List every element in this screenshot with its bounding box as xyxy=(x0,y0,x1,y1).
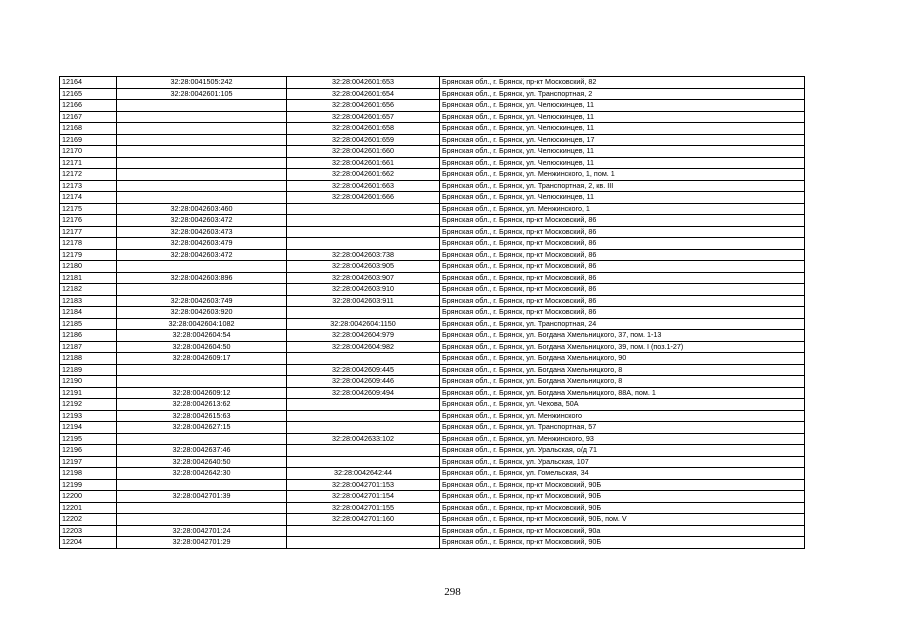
object-cadastral-number-cell: 32:28:0042701:153 xyxy=(287,479,440,491)
address-cell: Брянская обл., г. Брянск, ул. Челюскинцев, 11 xyxy=(440,192,805,204)
table-row xyxy=(60,410,805,422)
object-cadastral-number-cell: 32:28:0042604:979 xyxy=(287,330,440,342)
address-cell: Брянская обл., г. Брянск, пр-кт Московский, 86 xyxy=(440,215,805,227)
cadastral-number-cell xyxy=(117,157,287,169)
object-cadastral-number-cell: 32:28:0042603:911 xyxy=(287,295,440,307)
address-cell: Брянская обл., г. Брянск, ул. Менжинского xyxy=(440,410,805,422)
cadastral-number-cell: 32:28:0042603:460 xyxy=(117,203,287,215)
object-cadastral-number-cell: 32:28:0042601:660 xyxy=(287,146,440,158)
table-row xyxy=(60,123,805,135)
row-number-cell: 12166 xyxy=(60,100,117,112)
row-number-cell: 12172 xyxy=(60,169,117,181)
address-cell: Брянская обл., г. Брянск, пр-кт Московский, 90Б xyxy=(440,479,805,491)
address-cell: Брянская обл., г. Брянск, ул. Челюскинцев, 17 xyxy=(440,134,805,146)
cadastral-number-cell: 32:28:0042642:30 xyxy=(117,468,287,480)
address-cell: Брянская обл., г. Брянск, ул. Транспортная, 57 xyxy=(440,422,805,434)
object-cadastral-number-cell: 32:28:0042601:661 xyxy=(287,157,440,169)
cadastral-number-cell xyxy=(117,364,287,376)
row-number-cell: 12192 xyxy=(60,399,117,411)
cadastral-number-cell xyxy=(117,111,287,123)
object-cadastral-number-cell: 32:28:0042603:905 xyxy=(287,261,440,273)
address-cell: Брянская обл., г. Брянск, ул. Транспортная, 2, кв. III xyxy=(440,180,805,192)
cadastral-number-cell xyxy=(117,433,287,445)
row-number-cell: 12188 xyxy=(60,353,117,365)
object-cadastral-number-cell xyxy=(287,445,440,457)
cadastral-number-cell: 32:28:0042601:105 xyxy=(117,88,287,100)
cadastral-number-cell xyxy=(117,146,287,158)
cadastral-number-cell: 32:28:0042637:46 xyxy=(117,445,287,457)
table-row xyxy=(60,238,805,250)
object-cadastral-number-cell xyxy=(287,226,440,238)
table-row xyxy=(60,330,805,342)
cadastral-number-cell xyxy=(117,169,287,181)
address-cell: Брянская обл., г. Брянск, ул. Гомельская, 34 xyxy=(440,468,805,480)
object-cadastral-number-cell: 32:28:0042701:154 xyxy=(287,491,440,503)
address-cell: Брянская обл., г. Брянск, ул. Богдана Хмельницкого, 90 xyxy=(440,353,805,365)
table-row xyxy=(60,100,805,112)
object-cadastral-number-cell xyxy=(287,410,440,422)
row-number-cell: 12199 xyxy=(60,479,117,491)
row-number-cell: 12187 xyxy=(60,341,117,353)
cadastral-number-cell: 32:28:0042604:50 xyxy=(117,341,287,353)
row-number-cell: 12179 xyxy=(60,249,117,261)
cadastral-number-cell: 32:28:0042609:12 xyxy=(117,387,287,399)
table-row xyxy=(60,307,805,319)
table-row xyxy=(60,387,805,399)
row-number-cell: 12177 xyxy=(60,226,117,238)
address-cell: Брянская обл., г. Брянск, пр-кт Московский, 86 xyxy=(440,307,805,319)
address-cell: Брянская обл., г. Брянск, ул. Челюскинцев, 11 xyxy=(440,111,805,123)
cadastral-number-cell: 32:28:0042603:920 xyxy=(117,307,287,319)
object-cadastral-number-cell: 32:28:0042603:910 xyxy=(287,284,440,296)
object-cadastral-number-cell xyxy=(287,307,440,319)
address-cell: Брянская обл., г. Брянск, ул. Менжинского, 1, пом. 1 xyxy=(440,169,805,181)
table-row xyxy=(60,491,805,503)
table-row xyxy=(60,514,805,526)
object-cadastral-number-cell: 32:28:0042601:654 xyxy=(287,88,440,100)
object-cadastral-number-cell: 32:28:0042601:656 xyxy=(287,100,440,112)
row-number-cell: 12200 xyxy=(60,491,117,503)
address-cell: Брянская обл., г. Брянск, ул. Богдана Хмельницкого, 8 xyxy=(440,364,805,376)
row-number-cell: 12164 xyxy=(60,77,117,89)
row-number-cell: 12173 xyxy=(60,180,117,192)
table-row xyxy=(60,318,805,330)
address-cell: Брянская обл., г. Брянск, ул. Челюскинцев, 11 xyxy=(440,123,805,135)
table-row xyxy=(60,341,805,353)
object-cadastral-number-cell: 32:28:0042603:907 xyxy=(287,272,440,284)
registry-table-body xyxy=(60,77,805,549)
cadastral-number-cell xyxy=(117,180,287,192)
row-number-cell: 12171 xyxy=(60,157,117,169)
object-cadastral-number-cell: 32:28:0042601:663 xyxy=(287,180,440,192)
address-cell: Брянская обл., г. Брянск, ул. Богдана Хмельницкого, 39, пом. I (поз.1-27) xyxy=(440,341,805,353)
address-cell: Брянская обл., г. Брянск, пр-кт Московский, 86 xyxy=(440,226,805,238)
table-row xyxy=(60,272,805,284)
address-cell: Брянская обл., г. Брянск, пр-кт Московский, 90а xyxy=(440,525,805,537)
table-row xyxy=(60,284,805,296)
address-cell: Брянская обл., г. Брянск, ул. Транспортная, 2 xyxy=(440,88,805,100)
table-row xyxy=(60,295,805,307)
cadastral-number-cell: 32:28:0042615:63 xyxy=(117,410,287,422)
table-row xyxy=(60,226,805,238)
table-row xyxy=(60,261,805,273)
object-cadastral-number-cell xyxy=(287,353,440,365)
registry-table xyxy=(59,76,805,549)
address-cell: Брянская обл., г. Брянск, ул. Менжинского, 1 xyxy=(440,203,805,215)
row-number-cell: 12168 xyxy=(60,123,117,135)
object-cadastral-number-cell: 32:28:0042601:662 xyxy=(287,169,440,181)
cadastral-number-cell xyxy=(117,284,287,296)
object-cadastral-number-cell: 32:28:0042601:653 xyxy=(287,77,440,89)
table-row xyxy=(60,111,805,123)
cadastral-number-cell: 32:28:0042609:17 xyxy=(117,353,287,365)
address-cell: Брянская обл., г. Брянск, пр-кт Московский, 86 xyxy=(440,249,805,261)
cadastral-number-cell: 32:28:0042640:50 xyxy=(117,456,287,468)
cadastral-number-cell xyxy=(117,123,287,135)
object-cadastral-number-cell: 32:28:0042601:657 xyxy=(287,111,440,123)
table-row xyxy=(60,192,805,204)
address-cell: Брянская обл., г. Брянск, ул. Уральская, о/д 71 xyxy=(440,445,805,457)
row-number-cell: 12186 xyxy=(60,330,117,342)
row-number-cell: 12184 xyxy=(60,307,117,319)
row-number-cell: 12175 xyxy=(60,203,117,215)
address-cell: Брянская обл., г. Брянск, ул. Менжинского, 93 xyxy=(440,433,805,445)
address-cell: Брянская обл., г. Брянск, пр-кт Московский, 86 xyxy=(440,295,805,307)
cadastral-number-cell: 32:28:0042603:472 xyxy=(117,215,287,227)
table-row xyxy=(60,399,805,411)
cadastral-number-cell: 32:28:0042603:472 xyxy=(117,249,287,261)
object-cadastral-number-cell: 32:28:0042604:1150 xyxy=(287,318,440,330)
table-row xyxy=(60,525,805,537)
address-cell: Брянская обл., г. Брянск, ул. Богдана Хмельницкого, 8 xyxy=(440,376,805,388)
object-cadastral-number-cell: 32:28:0042642:44 xyxy=(287,468,440,480)
object-cadastral-number-cell xyxy=(287,456,440,468)
address-cell: Брянская обл., г. Брянск, пр-кт Московский, 86 xyxy=(440,261,805,273)
row-number-cell: 12183 xyxy=(60,295,117,307)
row-number-cell: 12185 xyxy=(60,318,117,330)
table-row xyxy=(60,433,805,445)
object-cadastral-number-cell xyxy=(287,422,440,434)
row-number-cell: 12174 xyxy=(60,192,117,204)
table-row xyxy=(60,364,805,376)
address-cell: Брянская обл., г. Брянск, ул. Чехова, 50А xyxy=(440,399,805,411)
row-number-cell: 12202 xyxy=(60,514,117,526)
table-row xyxy=(60,376,805,388)
object-cadastral-number-cell: 32:28:0042601:658 xyxy=(287,123,440,135)
cadastral-number-cell xyxy=(117,376,287,388)
table-row xyxy=(60,445,805,457)
row-number-cell: 12169 xyxy=(60,134,117,146)
cadastral-number-cell xyxy=(117,502,287,514)
row-number-cell: 12195 xyxy=(60,433,117,445)
object-cadastral-number-cell xyxy=(287,399,440,411)
table-row xyxy=(60,422,805,434)
table-row xyxy=(60,134,805,146)
object-cadastral-number-cell xyxy=(287,525,440,537)
row-number-cell: 12170 xyxy=(60,146,117,158)
table-row xyxy=(60,77,805,89)
row-number-cell: 12180 xyxy=(60,261,117,273)
table-row xyxy=(60,502,805,514)
table-row xyxy=(60,157,805,169)
cadastral-number-cell xyxy=(117,514,287,526)
cadastral-number-cell: 32:28:0042603:473 xyxy=(117,226,287,238)
row-number-cell: 12178 xyxy=(60,238,117,250)
address-cell: Брянская обл., г. Брянск, пр-кт Московский, 90Б xyxy=(440,537,805,549)
object-cadastral-number-cell: 32:28:0042603:738 xyxy=(287,249,440,261)
cadastral-number-cell: 32:28:0042627:15 xyxy=(117,422,287,434)
row-number-cell: 12189 xyxy=(60,364,117,376)
address-cell: Брянская обл., г. Брянск, пр-кт Московский, 90Б xyxy=(440,491,805,503)
table-row xyxy=(60,456,805,468)
table-row xyxy=(60,180,805,192)
cadastral-number-cell xyxy=(117,479,287,491)
address-cell: Брянская обл., г. Брянск, пр-кт Московский, 82 xyxy=(440,77,805,89)
row-number-cell: 12182 xyxy=(60,284,117,296)
address-cell: Брянская обл., г. Брянск, ул. Челюскинцев, 11 xyxy=(440,146,805,158)
row-number-cell: 12193 xyxy=(60,410,117,422)
object-cadastral-number-cell xyxy=(287,215,440,227)
row-number-cell: 12198 xyxy=(60,468,117,480)
address-cell: Брянская обл., г. Брянск, пр-кт Московский, 86 xyxy=(440,284,805,296)
address-cell: Брянская обл., г. Брянск, ул. Уральская, 107 xyxy=(440,456,805,468)
cadastral-number-cell: 32:28:0042701:24 xyxy=(117,525,287,537)
address-cell: Брянская обл., г. Брянск, ул. Транспортная, 24 xyxy=(440,318,805,330)
object-cadastral-number-cell: 32:28:0042701:155 xyxy=(287,502,440,514)
address-cell: Брянская обл., г. Брянск, ул. Челюскинцев, 11 xyxy=(440,100,805,112)
cadastral-number-cell xyxy=(117,100,287,112)
object-cadastral-number-cell: 32:28:0042601:659 xyxy=(287,134,440,146)
row-number-cell: 12176 xyxy=(60,215,117,227)
row-number-cell: 12165 xyxy=(60,88,117,100)
cadastral-number-cell: 32:28:0042701:39 xyxy=(117,491,287,503)
row-number-cell: 12167 xyxy=(60,111,117,123)
row-number-cell: 12194 xyxy=(60,422,117,434)
address-cell: Брянская обл., г. Брянск, ул. Челюскинцев, 11 xyxy=(440,157,805,169)
address-cell: Брянская обл., г. Брянск, ул. Богдана Хмельницкого, 37, пом. 1-13 xyxy=(440,330,805,342)
object-cadastral-number-cell xyxy=(287,537,440,549)
table-row xyxy=(60,479,805,491)
cadastral-number-cell: 32:28:0042603:896 xyxy=(117,272,287,284)
cadastral-number-cell: 32:28:0042604:1082 xyxy=(117,318,287,330)
object-cadastral-number-cell xyxy=(287,203,440,215)
row-number-cell: 12201 xyxy=(60,502,117,514)
table-row xyxy=(60,203,805,215)
row-number-cell: 12203 xyxy=(60,525,117,537)
cadastral-number-cell: 32:28:0042603:749 xyxy=(117,295,287,307)
table-row xyxy=(60,88,805,100)
object-cadastral-number-cell xyxy=(287,238,440,250)
table-row xyxy=(60,146,805,158)
cadastral-number-cell: 32:28:0041505:242 xyxy=(117,77,287,89)
table-row xyxy=(60,468,805,480)
cadastral-number-cell xyxy=(117,192,287,204)
page-number: 298 xyxy=(444,586,461,598)
row-number-cell: 12191 xyxy=(60,387,117,399)
address-cell: Брянская обл., г. Брянск, пр-кт Московский, 86 xyxy=(440,238,805,250)
object-cadastral-number-cell: 32:28:0042609:445 xyxy=(287,364,440,376)
table-row xyxy=(60,169,805,181)
object-cadastral-number-cell: 32:28:0042601:666 xyxy=(287,192,440,204)
object-cadastral-number-cell: 32:28:0042604:982 xyxy=(287,341,440,353)
object-cadastral-number-cell: 32:28:0042701:160 xyxy=(287,514,440,526)
row-number-cell: 12196 xyxy=(60,445,117,457)
table-row xyxy=(60,537,805,549)
table-row xyxy=(60,215,805,227)
address-cell: Брянская обл., г. Брянск, пр-кт Московский, 90Б xyxy=(440,502,805,514)
address-cell: Брянская обл., г. Брянск, пр-кт Московский, 90Б, пом. V xyxy=(440,514,805,526)
cadastral-number-cell: 32:28:0042701:29 xyxy=(117,537,287,549)
cadastral-number-cell: 32:28:0042613:62 xyxy=(117,399,287,411)
cadastral-number-cell xyxy=(117,134,287,146)
cadastral-number-cell xyxy=(117,261,287,273)
row-number-cell: 12181 xyxy=(60,272,117,284)
object-cadastral-number-cell: 32:28:0042609:446 xyxy=(287,376,440,388)
address-cell: Брянская обл., г. Брянск, пр-кт Московский, 86 xyxy=(440,272,805,284)
row-number-cell: 12190 xyxy=(60,376,117,388)
cadastral-number-cell: 32:28:0042604:54 xyxy=(117,330,287,342)
table-row xyxy=(60,249,805,261)
cadastral-number-cell: 32:28:0042603:479 xyxy=(117,238,287,250)
object-cadastral-number-cell: 32:28:0042633:102 xyxy=(287,433,440,445)
table-row xyxy=(60,353,805,365)
row-number-cell: 12197 xyxy=(60,456,117,468)
address-cell: Брянская обл., г. Брянск, ул. Богдана Хмельницкого, 88А, пом. 1 xyxy=(440,387,805,399)
row-number-cell: 12204 xyxy=(60,537,117,549)
object-cadastral-number-cell: 32:28:0042609:494 xyxy=(287,387,440,399)
